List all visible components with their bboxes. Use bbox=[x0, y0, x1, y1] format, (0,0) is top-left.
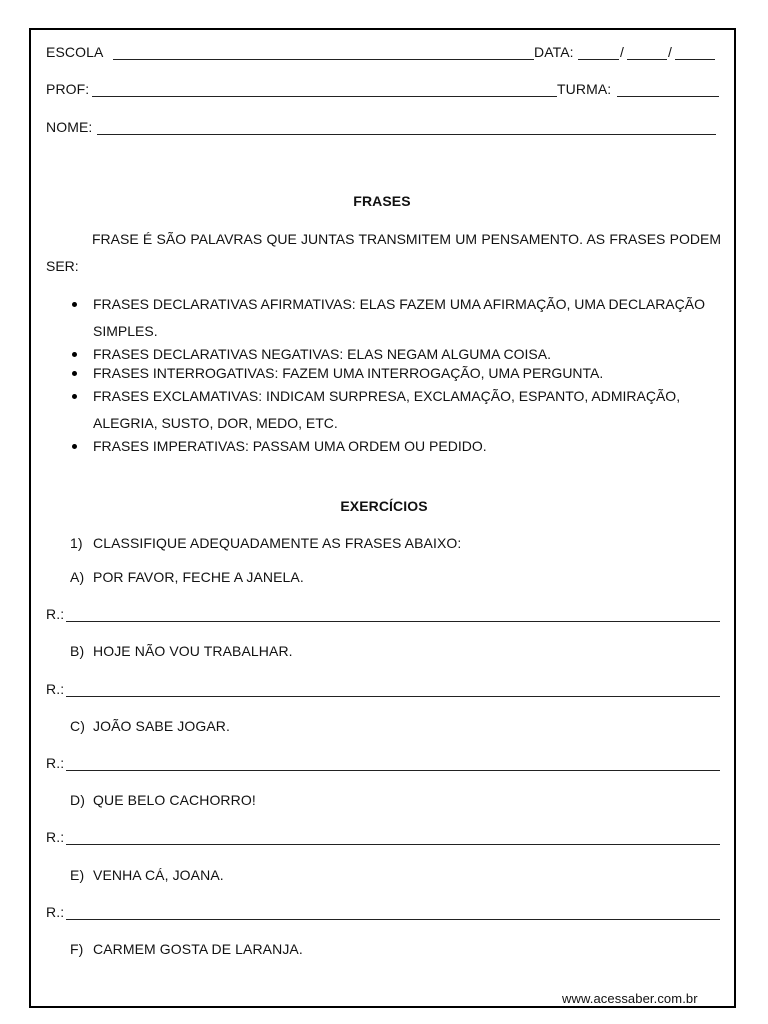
section-title-exercicios: EXERCÍCIOS bbox=[340, 498, 428, 514]
answer-label: R.: bbox=[46, 904, 65, 920]
escola-field[interactable] bbox=[113, 59, 534, 60]
turma-field[interactable] bbox=[617, 96, 719, 97]
list-item: FRASES DECLARATIVAS NEGATIVAS: ELAS NEGAM ALGUMA COISA. bbox=[46, 345, 716, 364]
item-letter: A) bbox=[70, 569, 85, 585]
prof-label: PROF: bbox=[46, 81, 90, 97]
item-sentence: VENHA CÁ, JOANA. bbox=[93, 867, 224, 883]
frases-types-list bbox=[46, 291, 716, 456]
list-item: FRASES DECLARATIVAS AFIRMATIVAS: ELAS FAZEM UMA AFIRMAÇÃO, UMA DECLARAÇÃO SIMPLES. bbox=[46, 291, 716, 345]
bullet-icon bbox=[72, 352, 77, 357]
intro-paragraph bbox=[46, 226, 721, 280]
intro-text: FRASE É SÃO PALAVRAS QUE JUNTAS TRANSMITEM UM PENSAMENTO. AS FRASES PODEM SER: bbox=[46, 231, 721, 274]
section-title-frases: FRASES bbox=[353, 193, 411, 209]
bullet-icon bbox=[72, 444, 77, 449]
answer-line[interactable] bbox=[66, 696, 720, 697]
nome-label: NOME: bbox=[46, 119, 93, 135]
date-separator: / bbox=[620, 44, 624, 60]
footer-site-link[interactable]: www.acessaber.com.br bbox=[562, 991, 698, 1006]
date-separator: / bbox=[668, 44, 672, 60]
bullet-icon bbox=[72, 394, 77, 399]
question-number: 1) bbox=[70, 535, 83, 551]
item-sentence: POR FAVOR, FECHE A JANELA. bbox=[93, 569, 304, 585]
list-item: FRASES INTERROGATIVAS: FAZEM UMA INTERROGAÇÃO, UMA PERGUNTA. bbox=[46, 364, 716, 383]
date-day-field[interactable] bbox=[578, 59, 619, 60]
item-sentence: CARMEM GOSTA DE LARANJA. bbox=[93, 941, 303, 957]
item-letter: C) bbox=[70, 718, 85, 734]
item-letter: B) bbox=[70, 643, 85, 659]
question-text: CLASSIFIQUE ADEQUADAMENTE AS FRASES ABAIXO: bbox=[93, 535, 462, 551]
turma-label: TURMA: bbox=[557, 81, 612, 97]
item-sentence: QUE BELO CACHORRO! bbox=[93, 792, 256, 808]
item-sentence: JOÃO SABE JOGAR. bbox=[93, 718, 230, 734]
bullet-icon bbox=[72, 371, 77, 376]
page-border bbox=[29, 28, 736, 1008]
list-item: FRASES IMPERATIVAS: PASSAM UMA ORDEM OU PEDIDO. bbox=[46, 437, 716, 456]
answer-label: R.: bbox=[46, 681, 65, 697]
item-letter: E) bbox=[70, 867, 85, 883]
answer-label: R.: bbox=[46, 606, 65, 622]
item-sentence: HOJE NÃO VOU TRABALHAR. bbox=[93, 643, 293, 659]
list-item: FRASES EXCLAMATIVAS: INDICAM SURPRESA, EXCLAMAÇÃO, ESPANTO, ADMIRAÇÃO, ALEGRIA, SUSTO, DOR, MEDO, ETC. bbox=[46, 383, 716, 437]
answer-line[interactable] bbox=[66, 844, 720, 845]
date-month-field[interactable] bbox=[627, 59, 667, 60]
data-label: DATA: bbox=[534, 44, 574, 60]
answer-label: R.: bbox=[46, 829, 65, 845]
item-letter: D) bbox=[70, 792, 85, 808]
prof-field[interactable] bbox=[92, 96, 557, 97]
answer-line[interactable] bbox=[66, 770, 720, 771]
answer-line[interactable] bbox=[66, 621, 720, 622]
date-year-field[interactable] bbox=[675, 59, 715, 60]
escola-label: ESCOLA bbox=[46, 44, 104, 60]
answer-label: R.: bbox=[46, 755, 65, 771]
item-letter: F) bbox=[70, 941, 84, 957]
nome-field[interactable] bbox=[97, 134, 716, 135]
answer-line[interactable] bbox=[66, 919, 720, 920]
bullet-icon bbox=[72, 302, 77, 307]
